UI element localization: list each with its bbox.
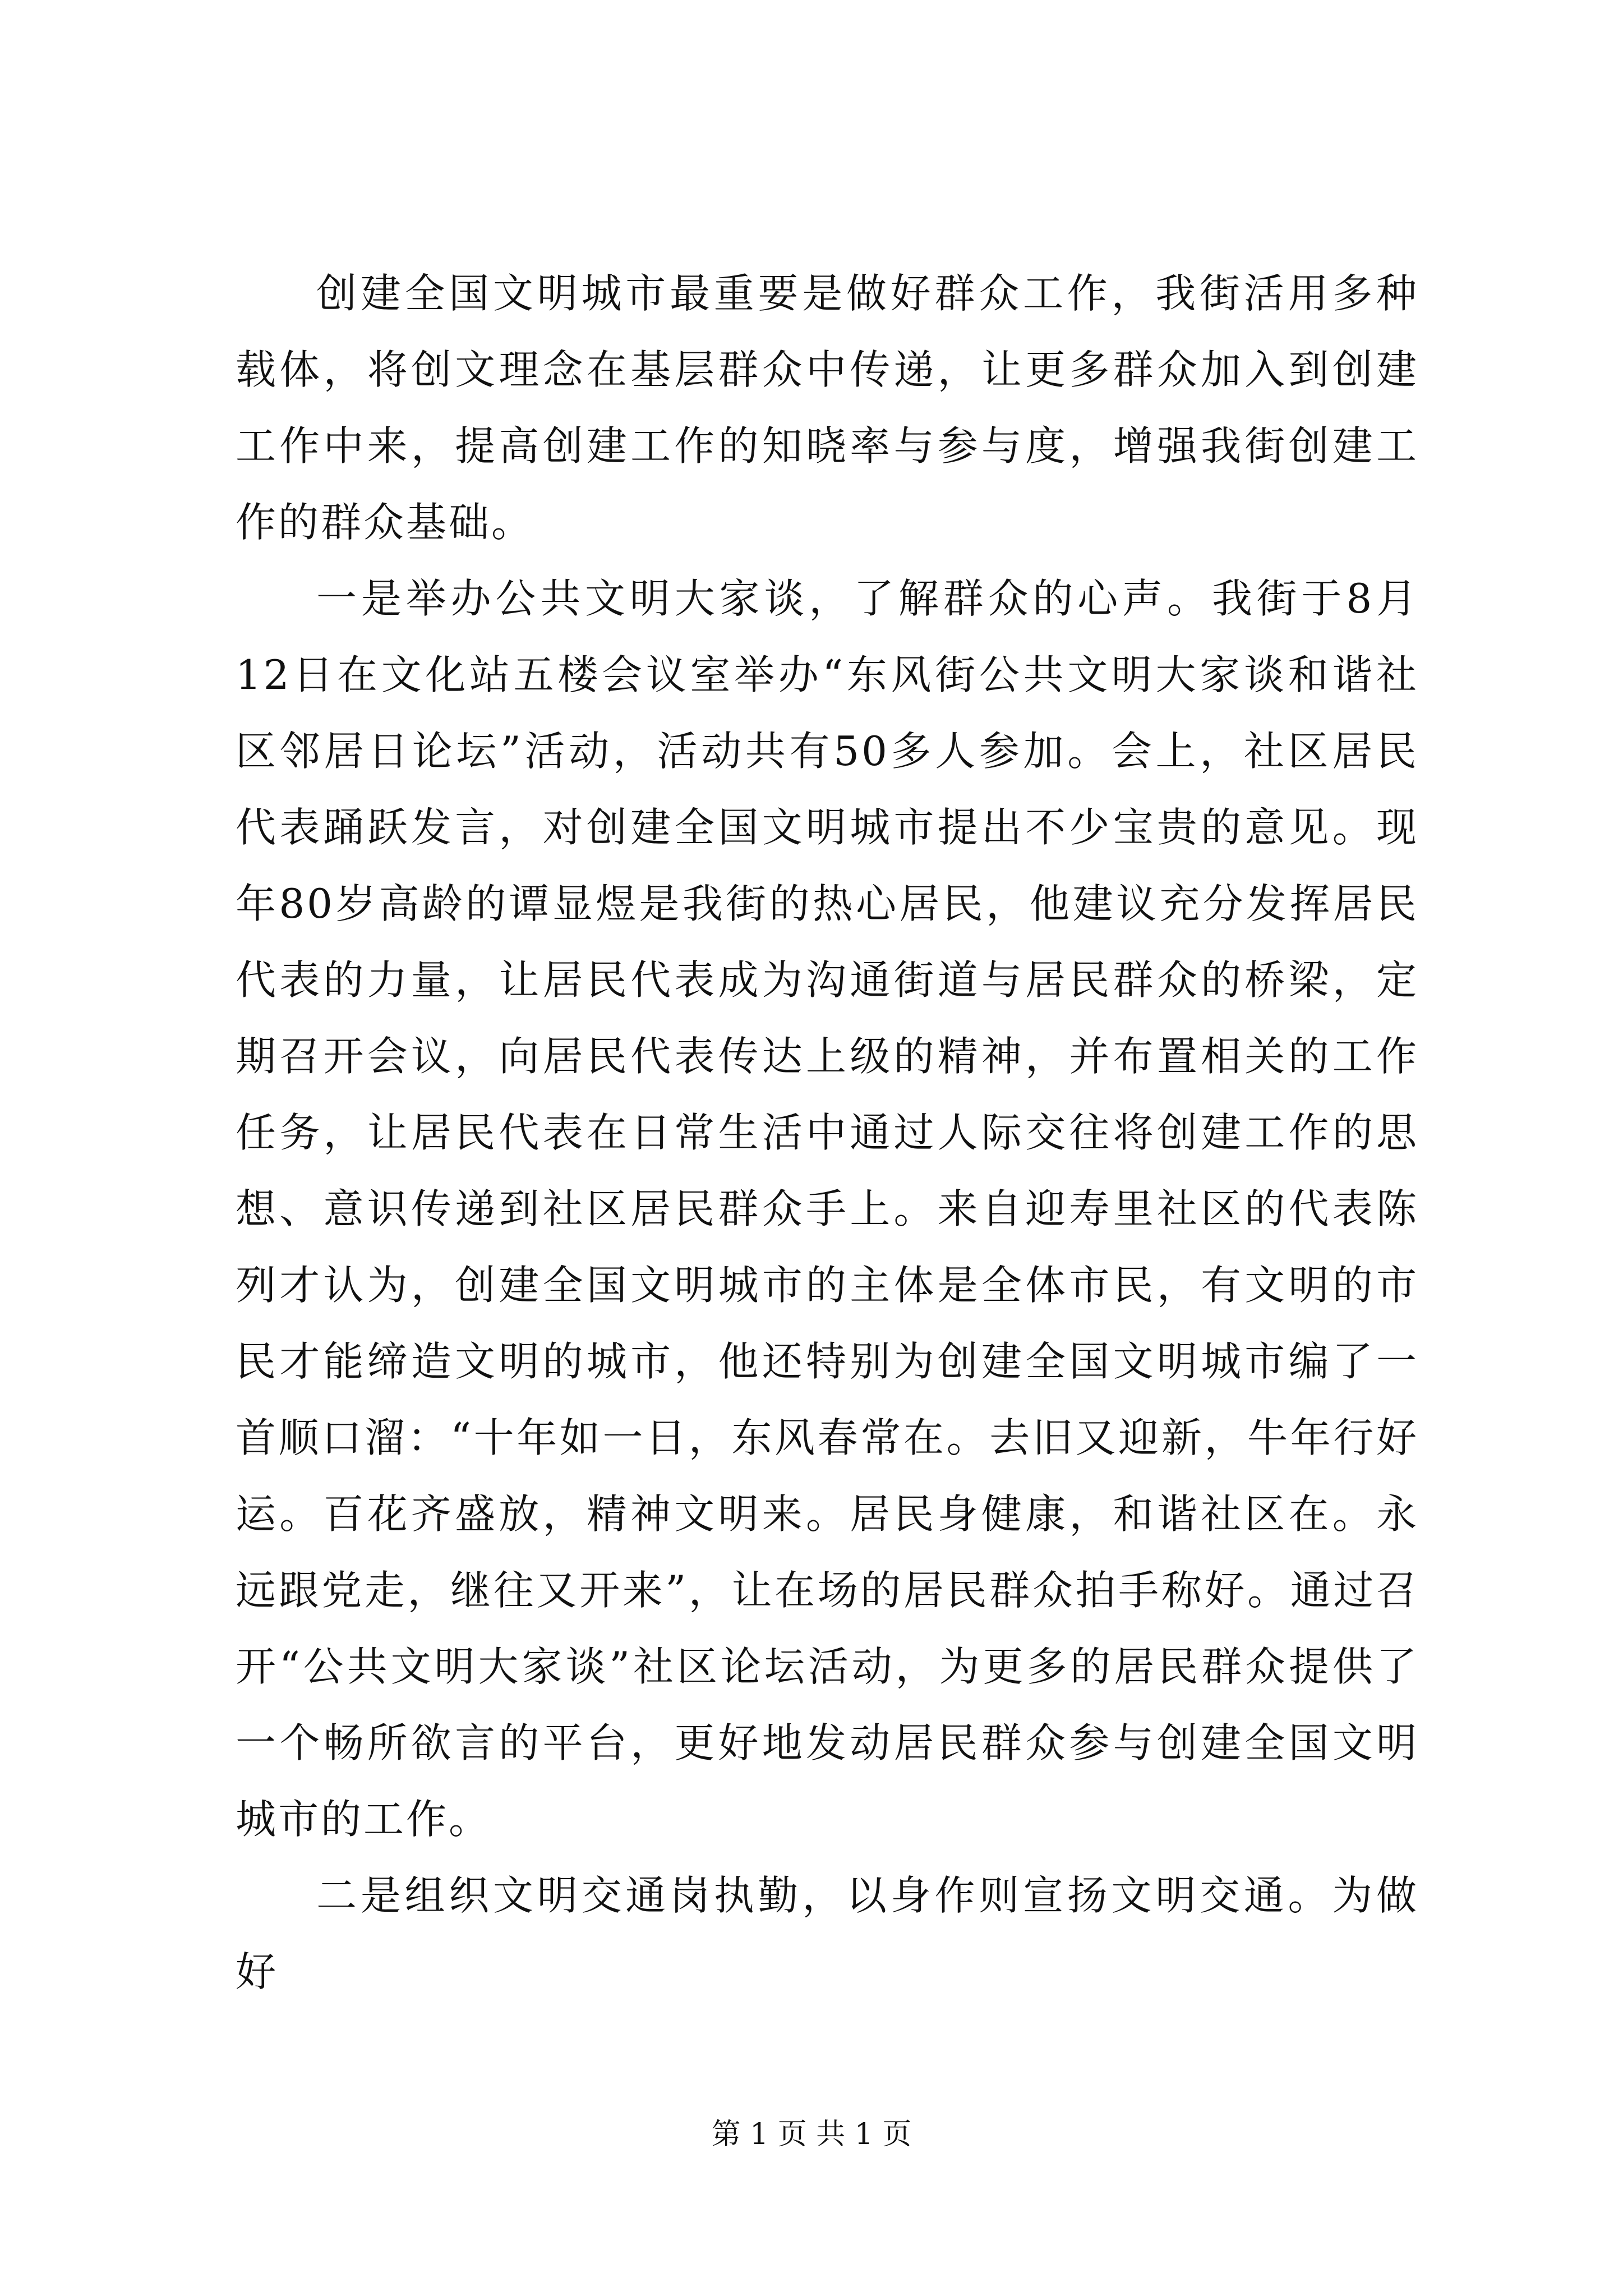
paragraph-item-one: 一是举办公共文明大家谈，了解群众的心声。我街于8月12日在文化站五楼会议室举办“东风街公共文明大家谈和谐社区邻居日论坛”活动，活动共有50多人参加。会上，社区居民代表踊跃发言，对创建全国文明城市提出不少宝贵的意见。现年80岁高龄的谭显煜是我街的热心居民，他建议充分发挥居民代表的力量，让居民代表成为沟通街道与居民群众的桥梁，定期召开会议，向居民代表传达上级的精神，并布置相关的工作任务，让居民代表在日常生活中通过人际交往将创建工作的思想、意识传递到社区居民群众手上。来自迎寿里社区的代表陈列才认为，创建全国文明城市的主体是全体市民，有文明的市民才能缔造文明的城市，他还特别为创建全国文明城市编了一首顺口溜：“十年如一日，东风春常在。去旧又迎新，牛年行好运。百花齐盛放，精神文明来。居民身健康，和谐社区在。永远跟党走，继往又开来”，让在场的居民群众拍手称好。通过召开“公共文明大家谈”社区论坛活动，为更多的居民群众提供了一个畅所欲言的平台，更好地发动居民群众参与创建全国文明城市的工作。: [236, 575, 1419, 1843]
paragraph-item-two: 二是组织文明交通岗执勤，以身作则宣扬文明交通。为做好: [236, 1872, 1419, 1995]
paragraph-intro: 创建全国文明城市最重要是做好群众工作，我街活用多种载体，将创文理念在基层群众中传递，让更多群众加入到创建工作中来，提高创建工作的知晓率与参与度，增强我街创建工作的群众基础。: [236, 270, 1419, 546]
document-body: [236, 255, 1419, 2010]
page-footer: 第 1 页 共 1 页: [711, 2118, 912, 2151]
